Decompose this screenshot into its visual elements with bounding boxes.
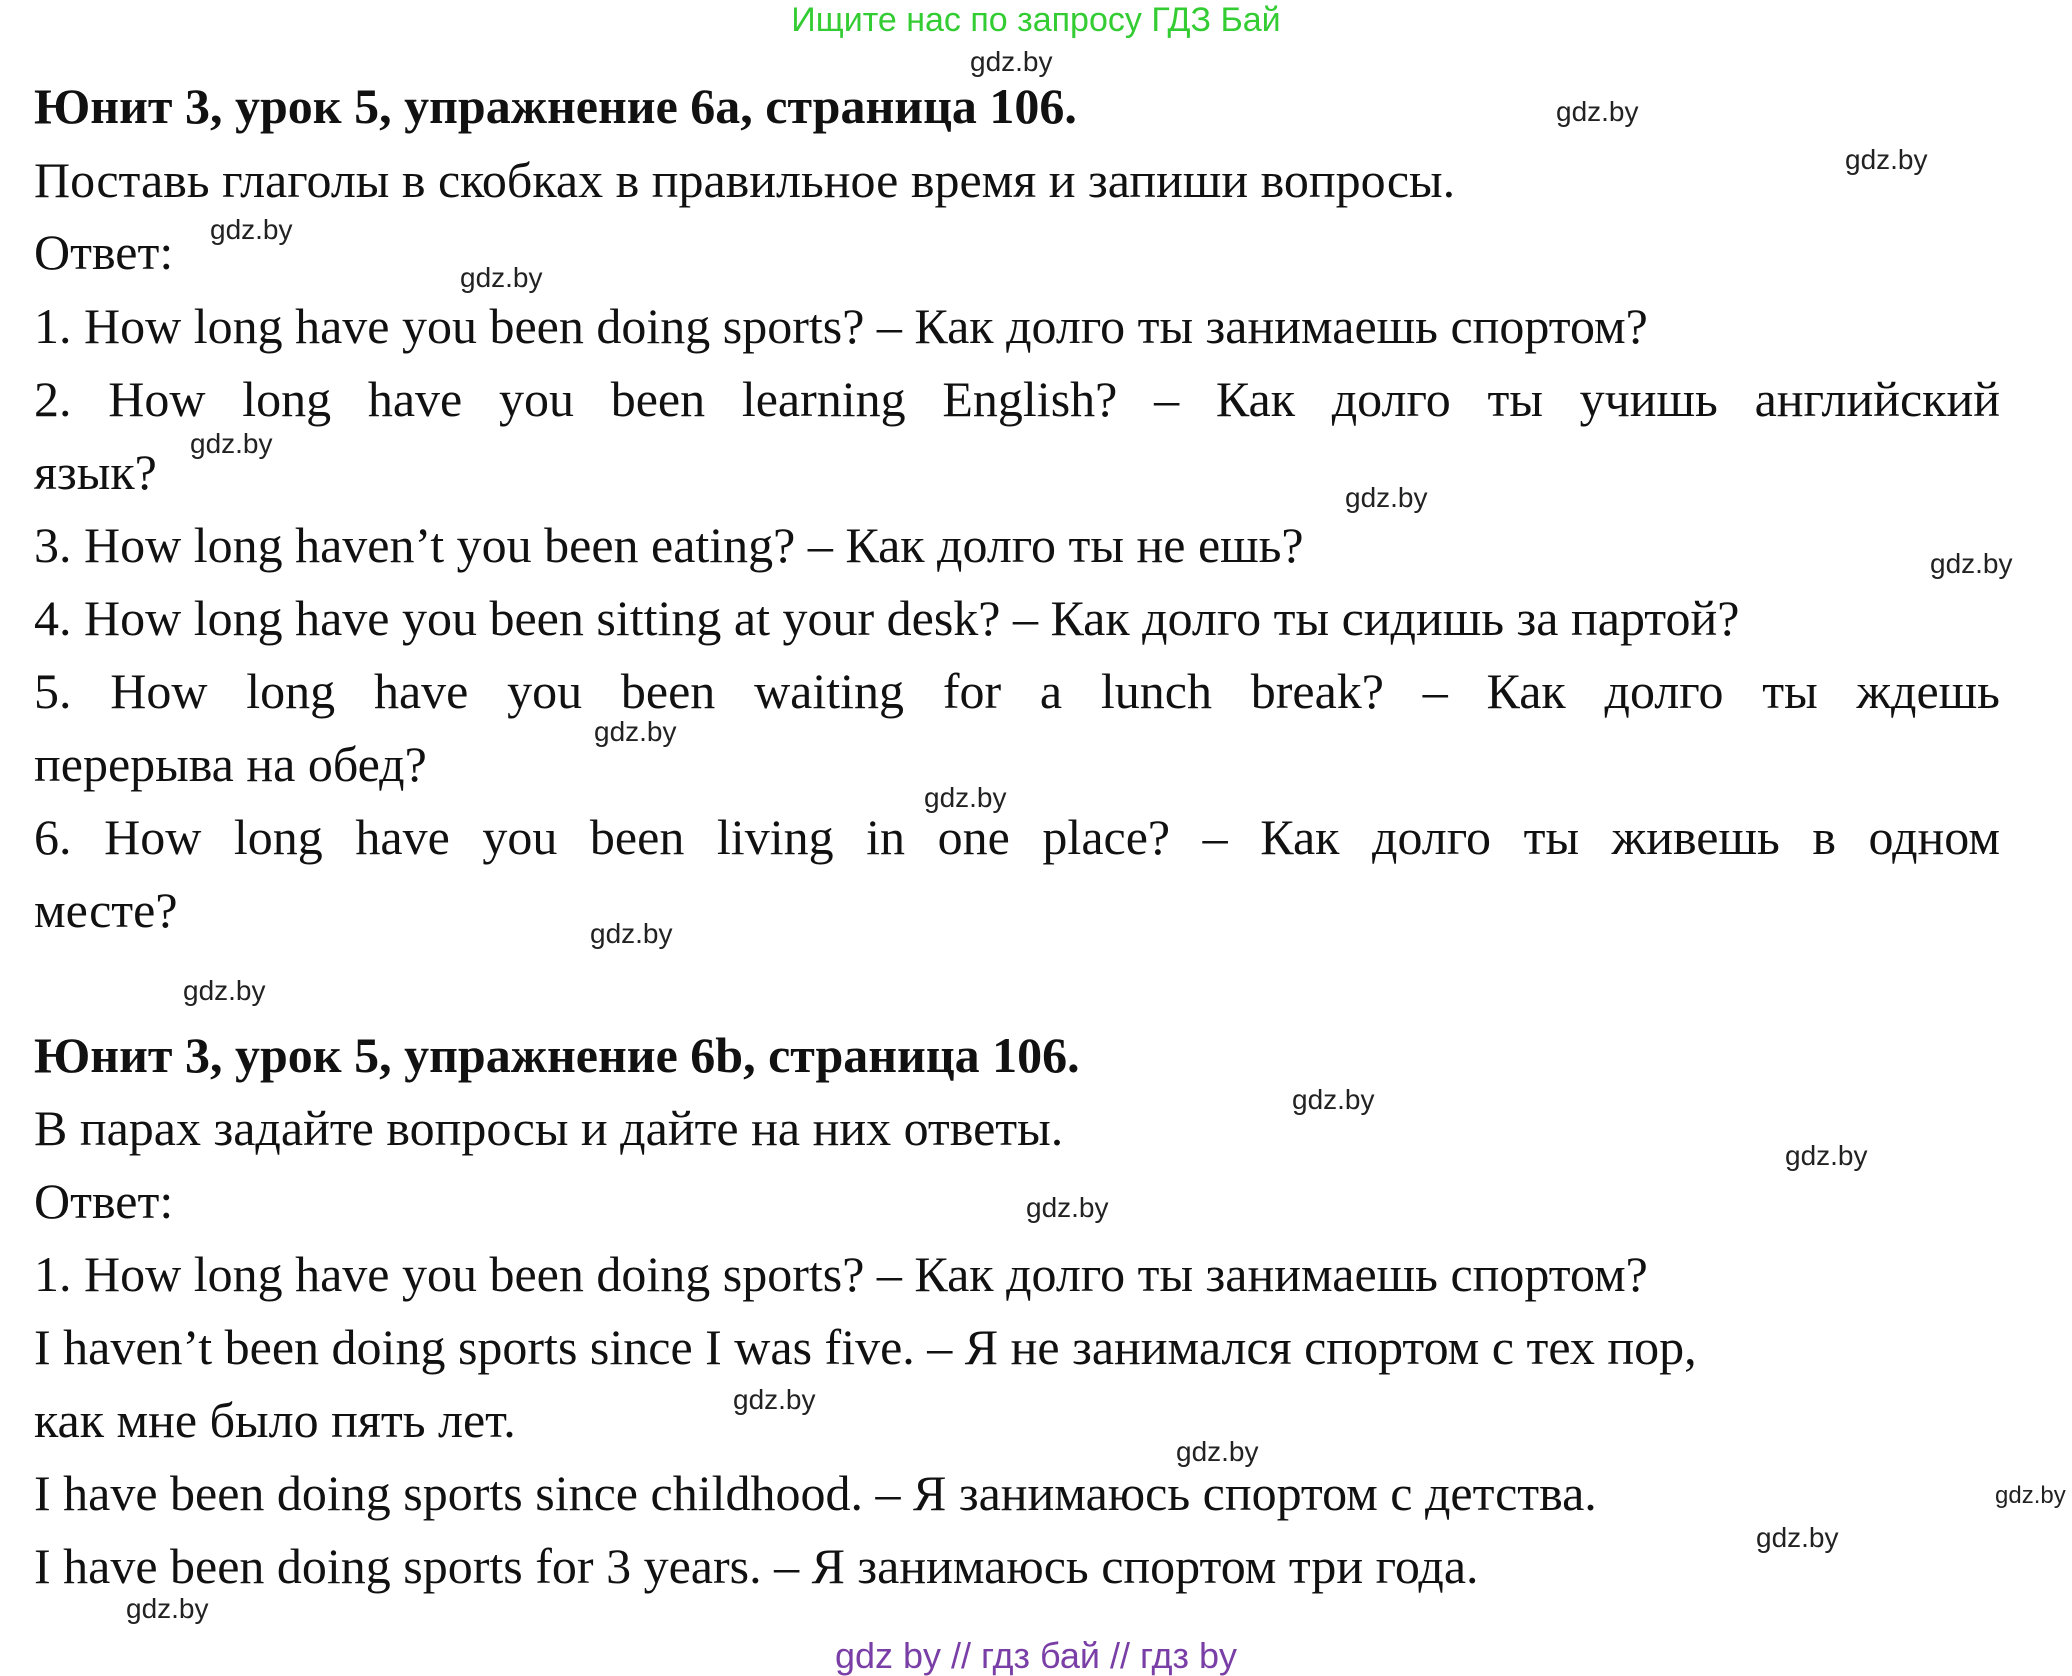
watermark: gdz.by <box>1845 144 1928 175</box>
watermark: gdz.by <box>460 262 543 293</box>
watermark: gdz.by <box>594 716 677 747</box>
exercise-6b-task: В парах задайте вопросы и дайте на них ответы. <box>34 1100 1064 1156</box>
watermark: gdz.by <box>1756 1522 1839 1553</box>
watermark: gdz.by <box>1176 1436 1259 1467</box>
exercise-6a-answer-label: Ответ: <box>34 224 174 280</box>
watermark: gdz.by <box>590 918 673 949</box>
answer-line: 6. How long have you been living in one place? – Как долго ты живешь в одном <box>34 809 2000 865</box>
answer-line: 3. How long haven’t you been eating? – Как долго ты не ешь? <box>34 517 1304 573</box>
watermark: gdz.by <box>1785 1140 1868 1171</box>
answer-line: перерыва на обед? <box>34 736 427 792</box>
exercise-6b-heading: Юнит 3, урок 5, упражнение 6b, страница 106. <box>34 1027 1080 1083</box>
watermark: gdz.by <box>190 428 273 459</box>
watermark: gdz.by <box>183 975 266 1006</box>
answer-line: 4. How long have you been sitting at your desk? – Как долго ты сидишь за партой? <box>34 590 1740 646</box>
watermark: gdz.by <box>126 1593 209 1624</box>
answer-line: I haven’t been doing sports since I was five. – Я не занимался спортом с тех пор, <box>34 1319 1697 1375</box>
watermark: gdz.by <box>970 46 1053 77</box>
answer-line: I have been doing sports since childhood. – Я занимаюсь спортом с детства. <box>34 1465 1597 1521</box>
answer-line: 5. How long have you been waiting for a lunch break? – Как долго ты ждешь <box>34 663 2000 719</box>
watermark: gdz.by <box>924 782 1007 813</box>
answer-line: 1. How long have you been doing sports? – Как долго ты занимаешь спортом? <box>34 298 1648 354</box>
exercise-6b-answer-label: Ответ: <box>34 1173 174 1229</box>
exercise-6a-heading: Юнит 3, урок 5, упражнение 6a, страница 106. <box>34 78 1077 134</box>
exercise-6a-task: Поставь глаголы в скобках в правильное время и запиши вопросы. <box>34 152 1456 208</box>
answer-line: 2. How long have you been learning English? – Как долго ты учишь английский <box>34 371 2000 427</box>
answer-line: 1. How long have you been doing sports? – Как долго ты занимаешь спортом? <box>34 1246 1648 1302</box>
answer-line: как мне было пять лет. <box>34 1392 516 1448</box>
watermark: gdz.by <box>1995 1482 2066 1509</box>
watermark: gdz.by <box>1026 1192 1109 1223</box>
answer-line: I have been doing sports for 3 years. – Я занимаюсь спортом три года. <box>34 1538 1479 1594</box>
answer-line: месте? <box>34 882 178 938</box>
footer-links: gdz by // гдз бай // гдз by <box>834 1635 1238 1676</box>
answer-line: язык? <box>34 444 157 500</box>
watermark: gdz.by <box>1345 482 1428 513</box>
watermark: gdz.by <box>1292 1084 1375 1115</box>
watermark: gdz.by <box>1556 96 1639 127</box>
watermark: gdz.by <box>1930 548 2013 579</box>
watermark: gdz.by <box>210 214 293 245</box>
watermark: gdz.by <box>733 1384 816 1415</box>
top-banner: Ищите нас по запросу ГДЗ Бай <box>791 1 1281 39</box>
